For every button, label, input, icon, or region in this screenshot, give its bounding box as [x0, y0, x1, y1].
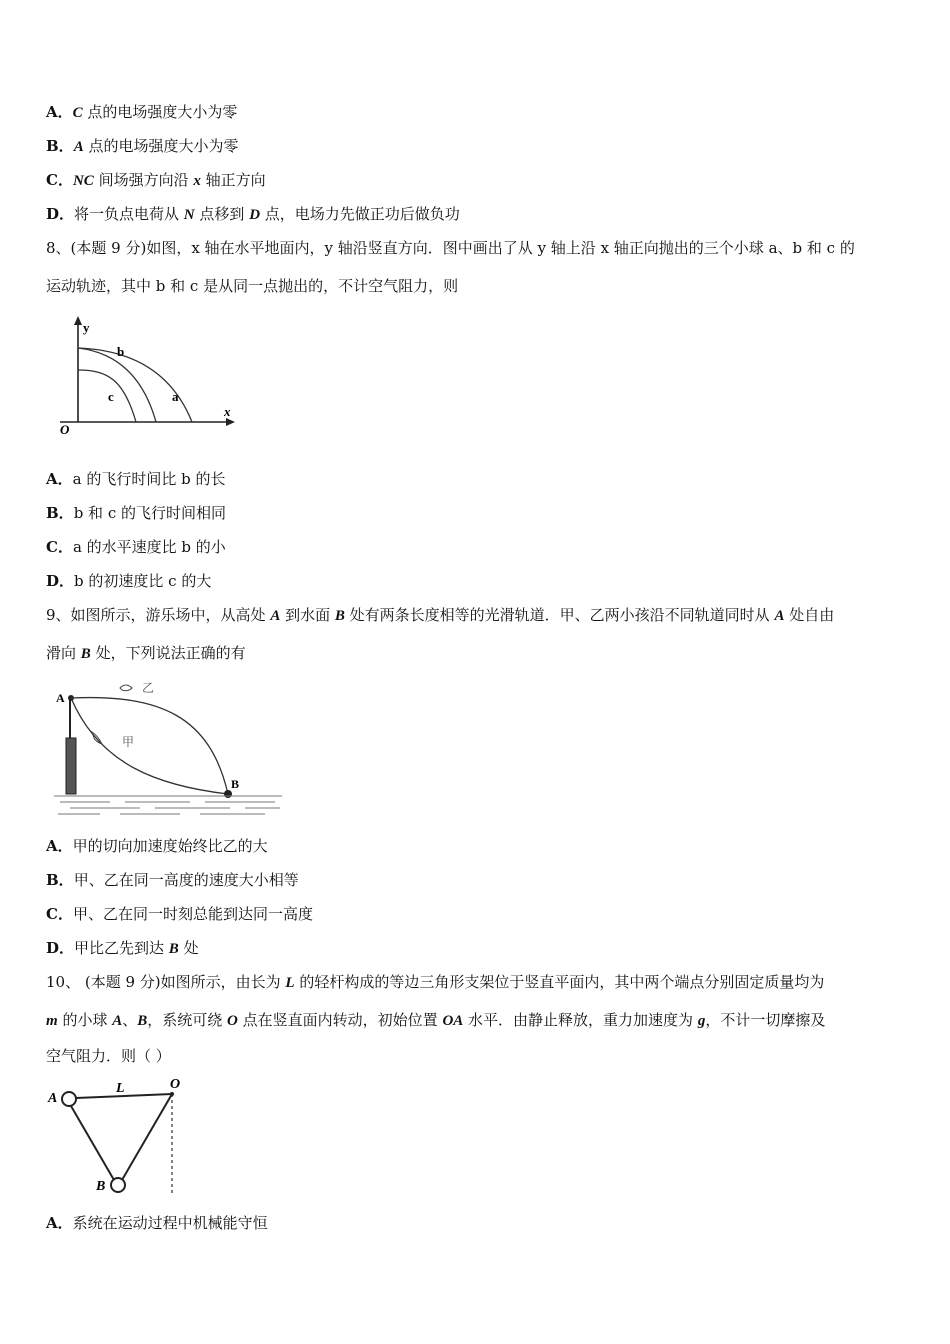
q10-ball-a: [62, 1092, 76, 1106]
q10-stem-line2: m 的小球 A、B，系统可绕 O 点在竖直面内转动，初始位置 OA 水平．由静止释放，重力加速度为 g，不计一切摩擦及: [46, 1011, 826, 1029]
q9-track-jia: [71, 698, 228, 794]
q8-label-a: a: [172, 389, 179, 404]
q9-option-c: C．甲、乙在同一时刻总能到达同一高度: [46, 905, 313, 923]
q8-x-arrow: [226, 418, 235, 426]
q9-child-yi-icon: [120, 685, 132, 691]
q10-stem-line1: 10、 (本题 9 分)如图所示，由长为 L 的轻杆构成的等边三角形支架位于竖直平面内，其中两个端点分别固定质量均为: [46, 973, 825, 991]
q10-option-a: A．系统在运动过程中机械能守恒: [46, 1214, 268, 1232]
q8-option-a: A．a 的飞行时间比 b 的长: [46, 470, 226, 488]
q8-origin-label: O: [60, 422, 70, 437]
q10-triangle-figure: [44, 1076, 194, 1200]
q9-point-b: [224, 790, 232, 798]
q7-option-b: B．A 点的电场强度大小为零: [46, 137, 239, 155]
q9-option-d: D．甲比乙先到达 B 处: [46, 939, 199, 957]
q10-label-a: A: [48, 1091, 58, 1106]
q10-stem-line3: 空气阻力．则（ ）: [46, 1047, 171, 1065]
q7-option-d: D．将一负点电荷从 N 点移到 D 点，电场力先做正功后做负功: [46, 205, 460, 223]
q9-stem-line2: 滑向 B 处，下列说法正确的有: [46, 644, 246, 662]
q9-track-yi: [71, 698, 228, 794]
q9-option-a: A．甲的切向加速度始终比乙的大: [46, 837, 268, 855]
q9-label-jia: 甲: [122, 735, 135, 749]
q8-label-c: c: [108, 389, 114, 404]
q9-slide-figure: [50, 676, 290, 818]
q8-y-label: y: [83, 320, 90, 335]
q9-label-a: A: [56, 691, 65, 705]
q9-label-b: B: [231, 777, 240, 791]
q10-label-l: L: [116, 1081, 125, 1096]
q8-trajectory-c: [78, 370, 136, 422]
q10-ball-b: [111, 1178, 125, 1192]
q9-option-b: B．甲、乙在同一高度的速度大小相等: [46, 871, 299, 889]
q7-option-c: C．NC 间场强方向沿 x 轴正方向: [46, 171, 266, 189]
q8-trajectory-a: [78, 348, 192, 422]
q8-x-label: x: [224, 404, 231, 419]
q10-label-b: B: [96, 1179, 106, 1194]
q10-pivot-o: [170, 1092, 174, 1096]
q8-stem-line1: 8、(本题 9 分)如图，x 轴在水平地面内，y 轴沿竖直方向．图中画出了从 y 轴上沿 x 轴正向抛出的三个小球 a、b 和 c 的: [46, 239, 855, 257]
q9-stem-line1: 9、如图所示，游乐场中，从高处 A 到水面 B 处有两条长度相等的光滑轨道．甲、乙两小孩沿不同轨道同时从 A 处自由: [46, 606, 835, 624]
q9-pillar: [66, 738, 76, 794]
q9-child-jia-icon: [92, 732, 102, 744]
q7-option-a: A．C 点的电场强度大小为零: [46, 103, 238, 121]
q8-option-b: B．b 和 c 的飞行时间相同: [46, 504, 226, 522]
q8-y-arrow: [74, 316, 82, 325]
q8-trajectory-b: [78, 348, 156, 422]
q9-label-yi: 乙: [142, 681, 155, 695]
q10-rod-ab: [71, 1106, 114, 1180]
q8-label-b: b: [117, 344, 125, 359]
q9-water-surface: [54, 796, 282, 814]
q10-label-o: O: [170, 1077, 181, 1092]
q10-rod-bo: [122, 1094, 172, 1180]
q8-option-d: D．b 的初速度比 c 的大: [46, 572, 212, 590]
q8-trajectory-figure: [52, 312, 242, 440]
q8-option-c: C．a 的水平速度比 b 的小: [46, 538, 226, 556]
q8-stem-line2: 运动轨迹，其中 b 和 c 是从同一点抛出的，不计空气阻力，则: [46, 277, 459, 295]
